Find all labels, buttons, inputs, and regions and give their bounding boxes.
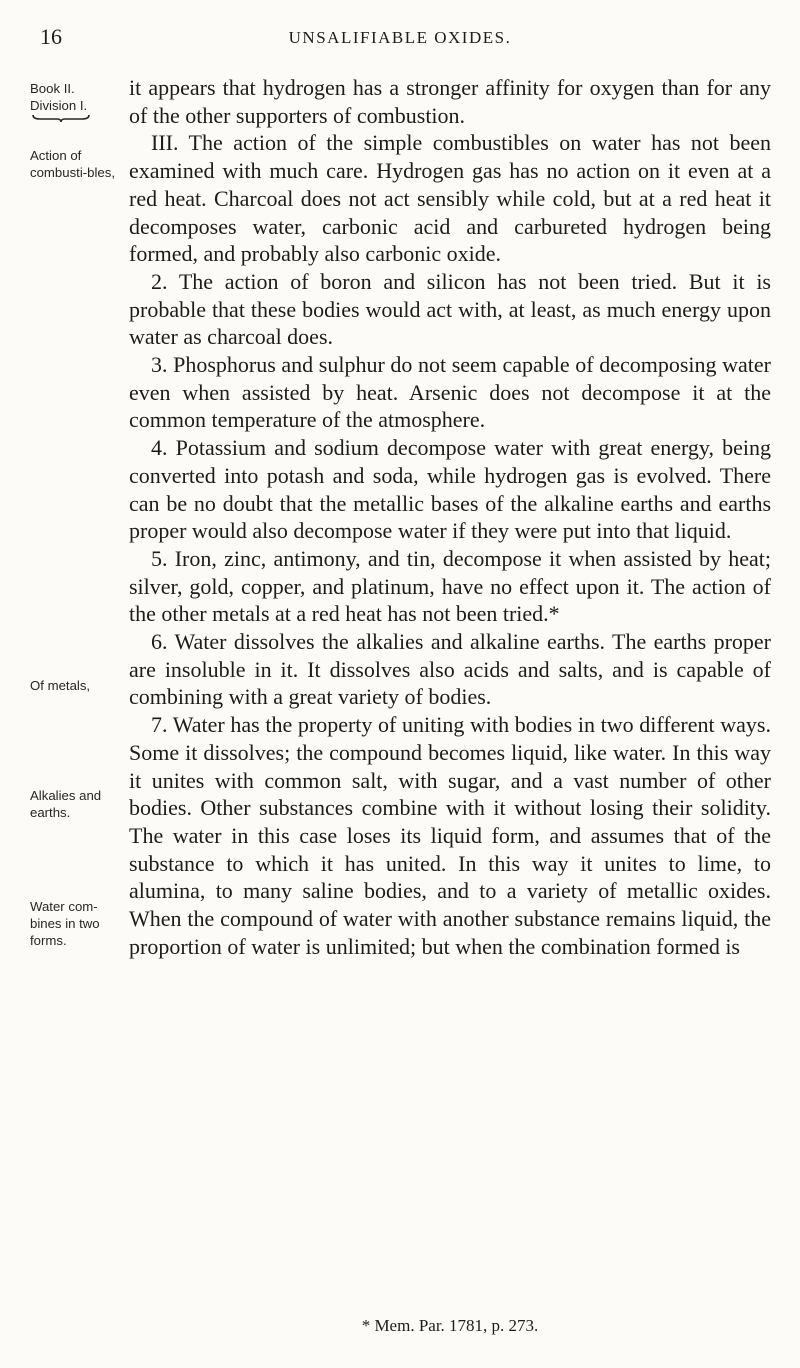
body-text: [129, 74, 771, 961]
paragraph: III. The action of the simple combustibles on water has not been examined with much care. Hydrogen gas has no action on it even at a red heat. Charcoal does not act sensibly while cold, but at a red heat it decomposes water, carbonic acid and carbureted hydrogen being formed, and probably also carbonic oxide.: [129, 130, 771, 267]
margin-note-alkalies: Alkalies and earths.: [30, 788, 102, 820]
margin-note-book-label: Book II.: [30, 81, 75, 96]
margin-note-division-label: Division I.: [30, 98, 88, 113]
paragraph: 2. The action of boron and silicon has not been tried. But it is probable that these bodies would act with, at least, as much energy upon water as charcoal does.: [129, 268, 771, 350]
paragraph: 4. Potassium and sodium decompose water with great energy, being converted into potash and soda, while hydrogen gas is evolved. There can be no doubt that the metallic bases of the alkaline earths and earths proper would also decompose water if they were put into that liquid.: [129, 435, 771, 544]
margin-note-metals: Of metals,: [30, 678, 91, 693]
paragraph: 6. Water dissolves the alkalies and alkaline earths. The earths proper are insoluble in it. It dissolves also acids and salts, and is capable of combining with a great variety of bodies.: [129, 629, 771, 710]
page-header: [40, 24, 760, 60]
page-number: 16: [40, 24, 62, 49]
paragraph: 7. Water has the property of uniting with bodies in two different ways. Some it dissolves; the compound becomes liquid, like water. In this way it unites with common salt, with sugar, and a vast number of other bodies. Other substances combine with it without losing their solidity. The water in this case loses its liquid form, and assumes that of the substance to which it has united. In this way it unites to lime, to alumina, to many saline bodies, and to a variety of metallic oxides. When the compound of water with another substance remains liquid, the proportion of water is unlimited; but when the combination formed is: [129, 712, 771, 959]
paragraph: 5. Iron, zinc, antimony, and tin, decompose it when assisted by heat; silver, gold, copper, and platinum, have no effect upon it. The action of the other metals at a red heat has not been tried.*: [129, 545, 771, 627]
running-title: UNSALIFIABLE OXIDES.: [288, 28, 512, 47]
paragraph: it appears that hydrogen has a stronger affinity for oxygen than for any of the other supporters of combustion.: [129, 75, 771, 128]
brace-icon: [32, 114, 90, 123]
footnote: * Mem. Par. 1781, p. 273.: [361, 1316, 539, 1335]
paragraph: 3. Phosphorus and sulphur do not seem capable of decomposing water even when assisted by heat. Arsenic does not decompose it at the common temperature of the atmosphere.: [129, 352, 771, 433]
margin-note-action: Action of combusti-bles,: [30, 148, 116, 180]
margin-note-water: Water com-bines in two forms.: [30, 899, 100, 948]
margin-note-book: [30, 80, 122, 126]
